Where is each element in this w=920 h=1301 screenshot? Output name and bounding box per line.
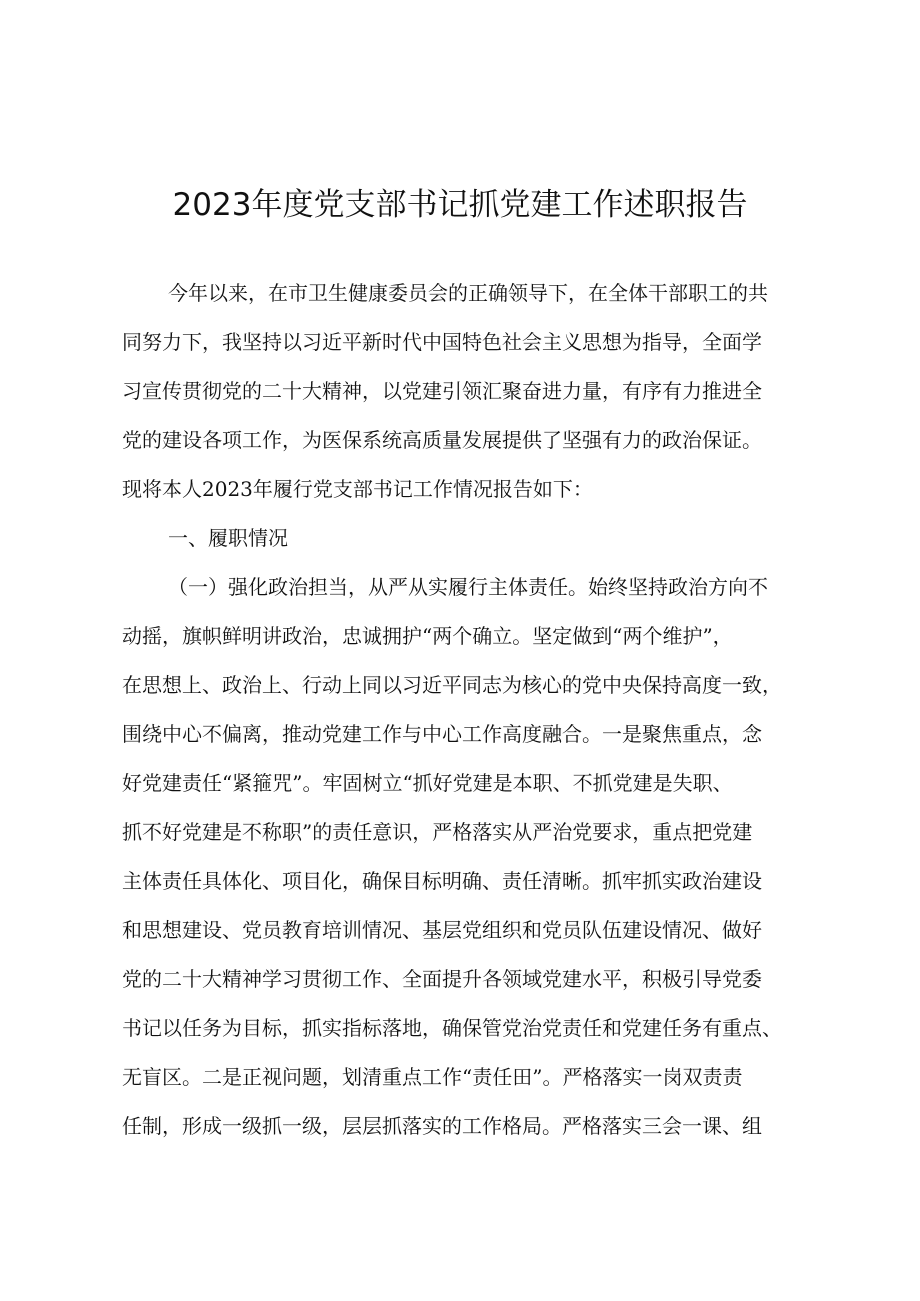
body-line: 书记以任务为目标，抓实指标落地，确保管党治党责任和党建任务有重点、 xyxy=(122,1016,782,1040)
body-line: 在思想上、政治上、行动上同以习近平同志为核心的党中央保持高度一致， xyxy=(122,673,782,697)
body-line: 和思想建设、党员教育培训情况、基层党组织和党员队伍建设情况、做好 xyxy=(122,918,762,942)
section-heading: 一、履职情况 xyxy=(168,526,288,550)
body-line: 动摇，旗帜鲜明讲政治，忠诚拥护“两个确立。坚定做到“两个维护”， xyxy=(122,624,733,648)
body-line: 现将本人2023年履行党支部书记工作情况报告如下： xyxy=(122,477,593,501)
body-line: 党的二十大精神学习贯彻工作、全面提升各领域党建水平，积极引导党委 xyxy=(122,967,762,991)
body-line: （一）强化政治担当，从严从实履行主体责任。始终坚持政治方向不 xyxy=(168,575,768,599)
body-line: 无盲区。二是正视问题，划清重点工作“责任田”。严格落实一岗双责责 xyxy=(122,1065,743,1089)
document-title: 2023年度党支部书记抓党建工作述职报告 xyxy=(172,187,748,223)
body-line: 习宣传贯彻党的二十大精神，以党建引领汇聚奋进力量，有序有力推进全 xyxy=(122,379,762,403)
body-line: 今年以来，在市卫生健康委员会的正确领导下，在全体干部职工的共 xyxy=(168,281,768,305)
body-line: 党的建设各项工作，为医保系统高质量发展提供了坚强有力的政治保证。 xyxy=(122,428,762,452)
body-line: 好党建责任“紧箍咒”。牢固树立“抓好党建是本职、不抓党建是失职、 xyxy=(122,771,733,795)
body-line: 抓不好党建是不称职”的责任意识，严格落实从严治党要求，重点把党建 xyxy=(122,820,753,844)
body-line: 主体责任具体化、项目化，确保目标明确、责任清晰。抓牢抓实政治建设 xyxy=(122,869,762,893)
body-line: 任制，形成一级抓一级，层层抓落实的工作格局。严格落实三会一课、组 xyxy=(122,1114,762,1138)
body-line: 围绕中心不偏离，推动党建工作与中心工作高度融合。一是聚焦重点，念 xyxy=(122,722,762,746)
body-line: 同努力下，我坚持以习近平新时代中国特色社会主义思想为指导，全面学 xyxy=(122,330,762,354)
